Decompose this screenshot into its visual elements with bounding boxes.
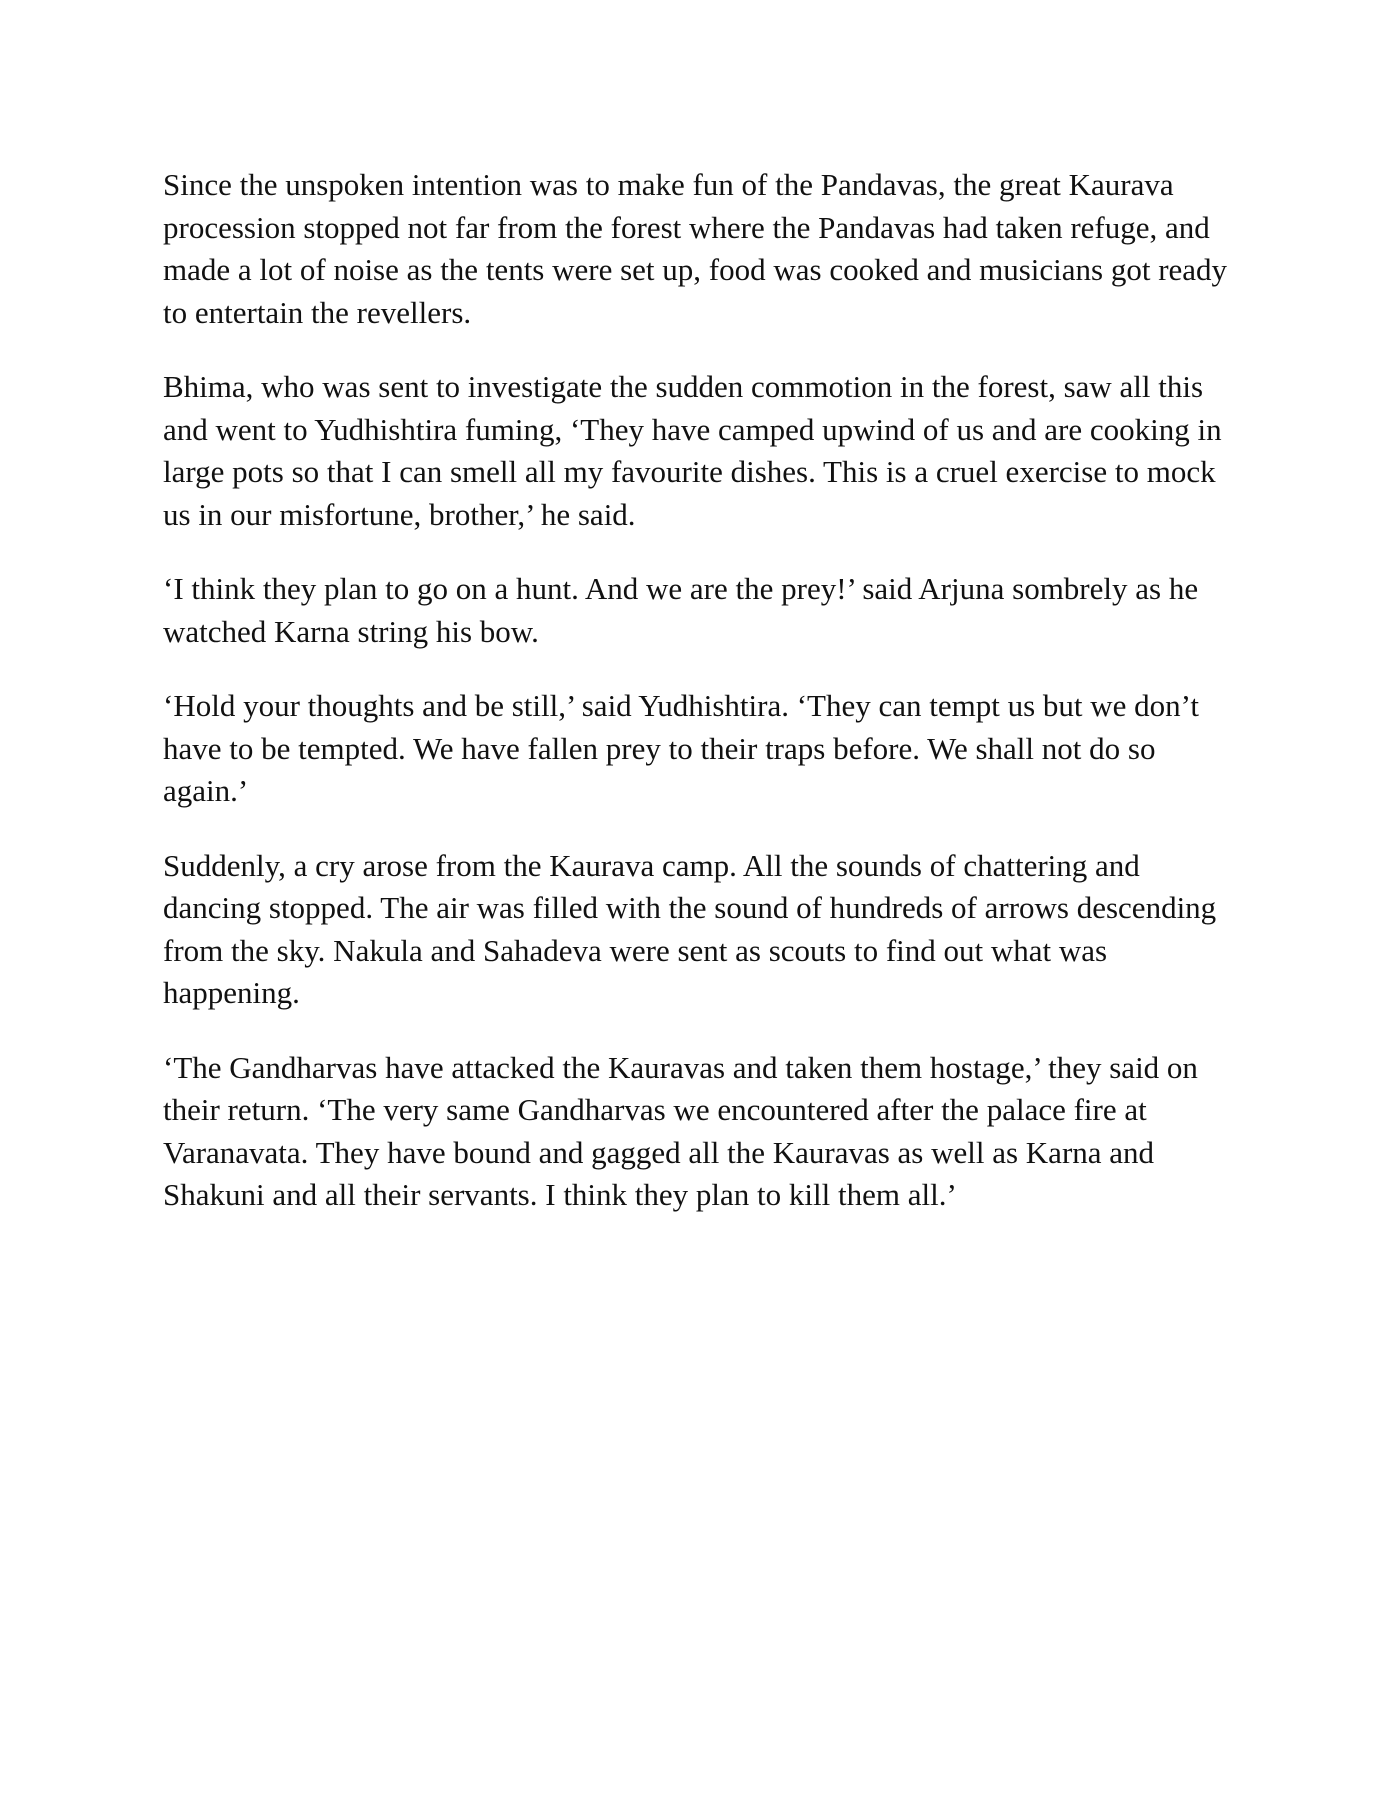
paragraph: ‘Hold your thoughts and be still,’ said Yudhishtira. ‘They can tempt us but we don’t have to be tempted. We have fallen prey to their traps before. We shall not do so again.’ <box>163 688 1200 808</box>
paragraph: Suddenly, a cry arose from the Kaurava camp. All the sounds of chattering and dancing stopped. The air was filled with the sound of hundreds of arrows descending from the sky. Nakula and Sahadeva were sent as scouts to find out what was happening. <box>163 847 1217 1010</box>
paragraph: Bhima, who was sent to investigate the sudden commotion in the forest, saw all this and went to Yudhishtira fuming, ‘They have camped upwind of us and are cooking in large pots so that I can smell all my favourite dishes. This is a cruel exercise to mock us in our misfortune, brother,’ he said. <box>163 369 1222 532</box>
paragraph: Since the unspoken intention was to make fun of the Pandavas, the great Kaurava procession stopped not far from the forest where the Pandavas had taken refuge, and made a lot of noise as the tents were set up, food was cooked and musicians got ready to entertain the revellers. <box>163 167 1228 330</box>
paragraph: ‘I think they plan to go on a hunt. And we are the prey!’ said Arjuna sombrely as he watched Karna string his bow. <box>163 571 1199 649</box>
paragraph: ‘The Gandharvas have attacked the Kauravas and taken them hostage,’ they said on their return. ‘The very same Gandharvas we encountered after the palace fire at Varanavata. They have bound and gagged all the Kauravas as well as Karna and Shakuni and all their servants. I think they plan to kill them all.’ <box>163 1049 1198 1212</box>
body-text <box>163 164 1233 1249</box>
